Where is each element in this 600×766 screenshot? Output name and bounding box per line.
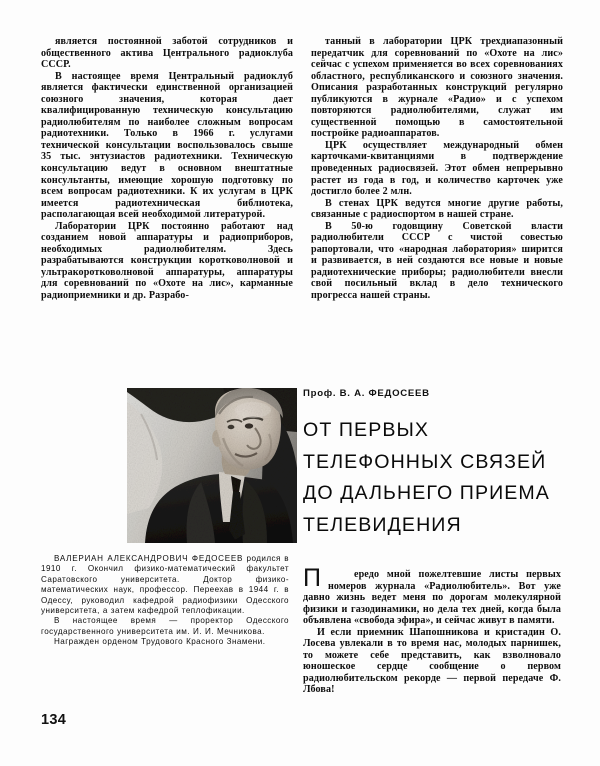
top-article-left-column — [41, 36, 293, 302]
paragraph: В настоящее время Центральный радиоклуб является фактически единственной организацией союзного значения, которая дает квалифицированную техническую консультацию радиолюбителям по наиболее сложным вопросам радиотехники. Только в 1966 г. услугами технической консультации воспользовалось свыше 35 тыс. энтузиастов радиотехники. Техническую консультацию ведут в основном внештатные консультанты, имеющие хорошую подготовку по всем вопросам радиотехники. К их услугам в ЦРК имеется радиотехническая библиотека, располагающая всей необходимой литературой. — [41, 70, 293, 221]
author-photo — [127, 388, 297, 543]
lede-paragraph: И если приемник Шапошникова и кристадин О. Лосева увлекали в то время нас, молодых парнишек, то можете себе представить, как взволновало юношеское сердце сообщение о первом радиолюбительском рекорде — первой передаче Ф. Лбова! — [303, 626, 561, 696]
author-photo-image — [127, 388, 297, 543]
author-photo-frame — [127, 388, 297, 543]
lede-paragraph-first — [303, 564, 561, 627]
headline-line: ДО ДАЛЬНЕГО ПРИЕМА — [303, 482, 550, 504]
headline-line: ТЕЛЕФОННЫХ СВЯЗЕЙ — [303, 450, 547, 473]
bio-paragraph: В настоящее время — проректор Одесского государственного университета им. И. И. Мечникова. — [41, 616, 289, 636]
article-headline — [303, 415, 561, 541]
headline-line: ОТ ПЕРВЫХ — [303, 419, 430, 441]
bio-paragraph — [41, 554, 289, 616]
paragraph: ЦРК осуществляет международный обмен карточками-квитанциями в подтверждение проведенных радиосвязей. Этот обмен непрерывно растет из года в год, и количество карточек уже достигло более 2 млн. — [311, 139, 563, 198]
author-biography — [41, 554, 289, 648]
article-head-panel — [303, 388, 561, 696]
paragraph: является постоянной заботой сотрудников и общественного актива Центрального радиоклуба СССР. — [41, 36, 293, 71]
bio-paragraph: Награжден орденом Трудового Красного Знамени. — [54, 637, 266, 647]
lede-text: ередо мной пожелтевшие листы первых номеров журнала «Радиолюбитель». Вот уже давно жизнь ведет меня по дорогам молекулярной физики и газодинамики, но дела тех дней, когда была объявлена «свобода эфира», и сейчас живут в памяти. — [303, 569, 561, 627]
author-panel — [41, 388, 293, 696]
article-lede — [303, 564, 561, 696]
headline-line: ТЕЛЕВИДЕНИЯ — [303, 513, 462, 536]
paragraph: В стенах ЦРК ведутся многие другие работы, связанные с радиоспортом в нашей стране. — [311, 197, 563, 221]
lower-article — [41, 388, 563, 696]
page-number: 134 — [41, 712, 67, 728]
paragraph: В 50-ю годовщину Советской власти радиолюбители СССР с чистой совестью рапортовали, что «народная лаборатория» ширится и развивается, в ней создаются все новые и новые радиотехнические приборы; радиолюбители внесли свой посильный вклад в дело технического прогресса нашей страны. — [311, 220, 563, 302]
drop-cap-letter: П — [303, 564, 322, 592]
top-article-right-column — [311, 36, 563, 302]
paragraph: танный в лаборатории ЦРК трехдиапазонный передатчик для соревнований по «Охоте на лис» сейчас с успехом применяется во всех соревнованиях областного, республиканского и союзного значения. Описания разработанных конструкций регулярно публикуются в журнале «Радио» и с успехом повторяются радиолюбителями, служат им существенной помощью в самостоятельной постройке радиоаппаратов. — [311, 36, 563, 140]
author-name: ВАЛЕРИАН АЛЕКСАНДРОВИЧ ФЕДОСЕЕВ — [54, 554, 244, 563]
article-byline: Проф. В. А. ФЕДОСЕЕВ — [303, 388, 430, 399]
bio-text: родился в 1910 г. Окончил физико-математический факультет Саратовского университета. Доктор физико-математических наук, профессор. Переехав в 1944 г. в Одессу, руководил кафедрой радиофизики Одесского университета, а затем кафедрой теплофикации. — [41, 554, 289, 616]
paragraph: Лаборатории ЦРК постоянно работают над созданием новой аппаратуры и радиоприборов, необходимых радиолюбителям. Здесь разрабатываются конструкции коротковолновой и ультракоротковолновой аппаратуры, аппаратуры для соревнований по «Охоте на лис», карманные радиоприемники и др. Разрабо- — [41, 220, 293, 302]
top-article — [41, 36, 563, 302]
drop-cap — [303, 564, 323, 592]
